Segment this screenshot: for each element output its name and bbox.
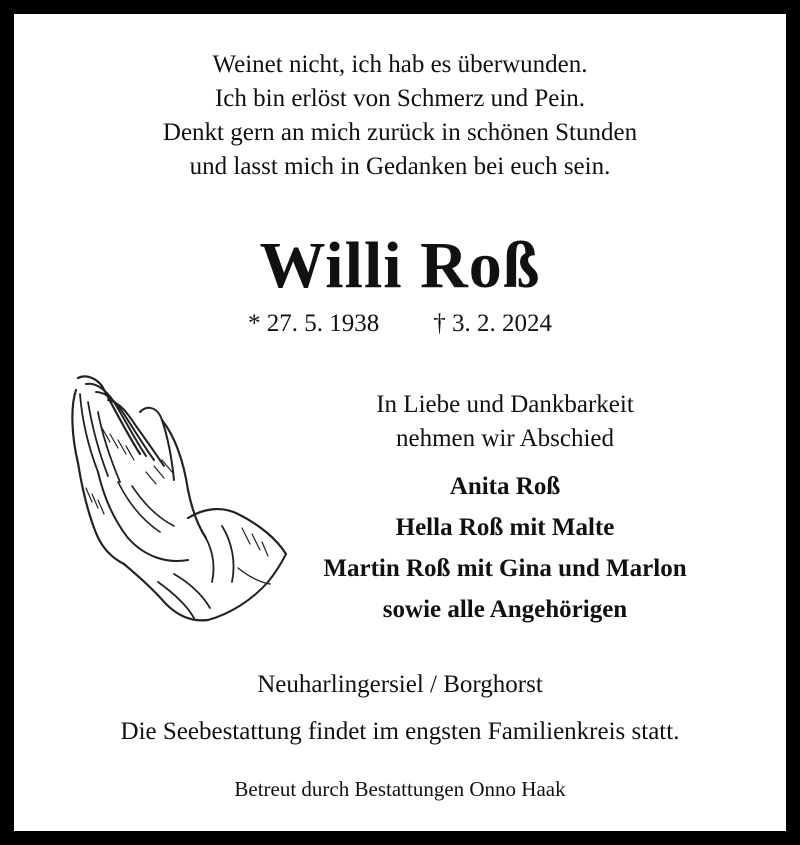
mourner: Hella Roß mit Malte: [395, 514, 615, 541]
undertaker-credit: Betreut durch Bestattungen Onno Haak: [234, 777, 566, 801]
farewell-line: In Liebe und Dankbarkeit: [376, 391, 634, 418]
poem: [0, 48, 800, 184]
praying-hands-icon: [62, 368, 290, 630]
deceased-name: Willi Roß: [259, 229, 541, 302]
mourner: sowie alle Angehörigen: [382, 596, 628, 623]
birth-date: * 27. 5. 1938: [248, 310, 380, 337]
farewell-text: [300, 388, 710, 456]
death-date: † 3. 2. 2024: [433, 310, 552, 337]
mourner: Martin Roß mit Gina und Marlon: [323, 555, 687, 582]
poem-line: Ich bin erlöst von Schmerz und Pein.: [214, 85, 586, 112]
farewell-line: nehmen wir Abschied: [395, 425, 614, 452]
poem-line: und lasst mich in Gedanken bei euch sein.: [189, 153, 611, 180]
mourner: Anita Roß: [449, 473, 561, 500]
poem-line: Denkt gern an mich zurück in schönen Stunden: [162, 119, 638, 146]
place-names: Neuharlingersiel / Borghorst: [257, 671, 543, 698]
life-dates: [0, 308, 800, 340]
mourners-list: [290, 466, 720, 630]
poem-line: Weinet nicht, ich hab es überwunden.: [212, 51, 588, 78]
burial-note: Die Seebestattung findet im engsten Familienkreis statt.: [120, 718, 680, 745]
